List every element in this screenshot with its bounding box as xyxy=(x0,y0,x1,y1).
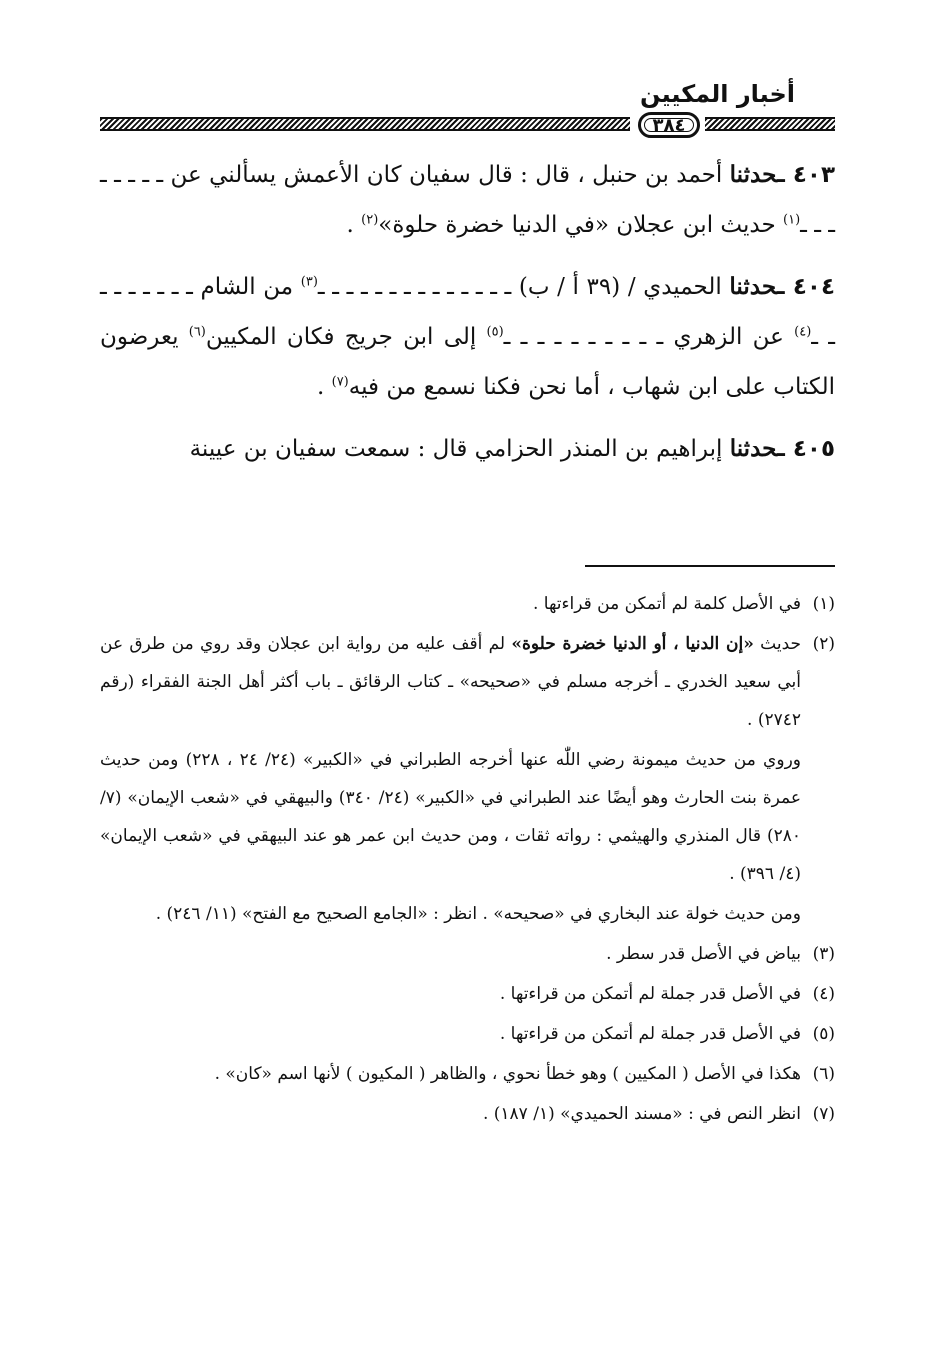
footnote-ref: (١) xyxy=(783,212,801,228)
footnote-label: (١) xyxy=(812,594,835,614)
hadith-text: من الشام ـ ـ ـ ـ ـ ـ ـ ـ ـ xyxy=(100,274,835,350)
footnote-2 xyxy=(100,625,835,739)
running-title: أخبار المكيين xyxy=(640,80,795,108)
header-rule-right xyxy=(705,117,835,131)
hadith-text: عن الزهري ـ ـ ـ ـ ـ ـ ـ ـ ـ ـ xyxy=(503,324,795,350)
footnote-label: (٣) xyxy=(812,944,835,964)
page-number: ٣٨٤ xyxy=(638,112,700,138)
footnote-ref: (٣) xyxy=(300,274,318,290)
footnote-2-continuation: ومن حديث خولة عند البخاري في «صحيحه» . انظر : «الجامع الصحيح مع الفتح» (١١/ ٢٤٦) . xyxy=(155,904,801,924)
footnote-ref: (٤) xyxy=(794,324,812,340)
footnote-text: هكذا في الأصل ( المكيين ) وهو خطأ نحوي ، والظاهر ( المكيون ) لأنها اسم «كان» . xyxy=(214,1064,801,1084)
footnote-1 xyxy=(100,585,835,623)
footnotes xyxy=(100,585,835,1135)
footnote-ref: (٦) xyxy=(188,324,206,340)
footnote-text-part: لم أقف عليه من رواية ابن عجلان وقد روي من طرق عن أبي سعيد الخدري ـ أخرجه مسلم في «صحيحه» ـ كتاب الرقائق ـ باب أكثر أهل الجنة الفقراء (رقم ٢٧٤٢) . xyxy=(100,634,801,730)
footnote-7 xyxy=(100,1095,835,1133)
haddathana: حدثنا xyxy=(729,161,777,188)
hadith-text: . xyxy=(316,374,332,400)
header-rule-left xyxy=(100,117,630,131)
hadith-404 xyxy=(100,262,835,412)
footnote-text-part: حديث xyxy=(753,634,801,654)
hadith-text: حديث ابن عجلان «في الدنيا خضرة حلوة» xyxy=(378,212,784,238)
footnote-2-continuation: وروي من حديث ميمونة رضي اللّٰه عنها أخرجه الطبراني في «الكبير» (٢٤/ ٢٤ ، ٢٢٨) ومن حديث عمرة بنت الحارث وهو أيضًا عند الطبراني في «الكبير» (٢٤/ ٣٤٠) والبيهقي في «شعب الإيمان» (٧/ ٢٨٠) قال المنذري والهيثمي : رواته ثقات ، ومن حديث ابن عمر هو عند البيهقي في «شعب الإيمان» (٤/ ٣٩٦) . xyxy=(100,750,802,884)
page-header xyxy=(100,72,835,142)
hadith-text: . xyxy=(346,212,362,238)
footnote-text: في الأصل قدر جملة لم أتمكن من قراءتها . xyxy=(499,984,801,1004)
footnote-ref: (٥) xyxy=(486,324,504,340)
hadith-text: إلى ابن جريج فكان المكيين xyxy=(205,324,487,350)
hadith-text: أحمد بن حنبل ، قال : قال سفيان كان الأعمش يسألني عن ـ ـ ـ ـ ـ ـ ـ ـ xyxy=(100,162,835,238)
footnote-text xyxy=(100,625,801,739)
footnote-label: (٦) xyxy=(812,1064,835,1084)
hadith-text: يعرضون الكتاب على ابن شهاب ، أما نحن فكنا نسمع من فيه xyxy=(100,324,835,400)
footnote-ref: (٢) xyxy=(361,212,379,228)
main-text xyxy=(100,150,835,486)
hadith-number: ٤٠٣ ـ xyxy=(776,162,835,188)
hadith-405 xyxy=(100,424,835,474)
footnote-label: (٧) xyxy=(812,1104,835,1124)
footnote-6 xyxy=(100,1055,835,1093)
hadith-text: الحميدي / (٣٩ أ / ب) ـ ـ ـ ـ ـ ـ ـ ـ ـ ـ ـ ـ ـ ـ xyxy=(317,274,730,300)
hadith-text: إبراهيم بن المنذر الحزامي قال : سمعت سفيان بن عيينة xyxy=(189,436,730,462)
footnote-label: (٤) xyxy=(812,984,835,1004)
haddathana: حدثنا xyxy=(729,435,777,462)
footnote-4 xyxy=(100,975,835,1013)
footnote-label: (٢) xyxy=(812,634,835,654)
footnote-text: في الأصل قدر جملة لم أتمكن من قراءتها . xyxy=(499,1024,801,1044)
footnote-ref: (٧) xyxy=(331,374,349,390)
footnote-hadith-quote: «إن الدنيا ، أو الدنيا خضرة حلوة» xyxy=(511,634,754,654)
footnote-3 xyxy=(100,935,835,973)
footnote-separator xyxy=(585,565,835,567)
footnote-label: (٥) xyxy=(812,1024,835,1044)
footnote-text: انظر النص في : «مسند الحميدي» (١/ ١٨٧) . xyxy=(482,1104,801,1124)
footnote-text: بياض في الأصل قدر سطر . xyxy=(606,944,801,964)
hadith-403 xyxy=(100,150,835,250)
hadith-number: ٤٠٥ ـ xyxy=(777,436,835,462)
footnote-5 xyxy=(100,1015,835,1053)
hadith-number: ٤٠٤ ـ xyxy=(776,274,835,300)
footnote-text: في الأصل كلمة لم أتمكن من قراءتها . xyxy=(532,594,801,614)
haddathana: حدثنا xyxy=(729,273,777,300)
